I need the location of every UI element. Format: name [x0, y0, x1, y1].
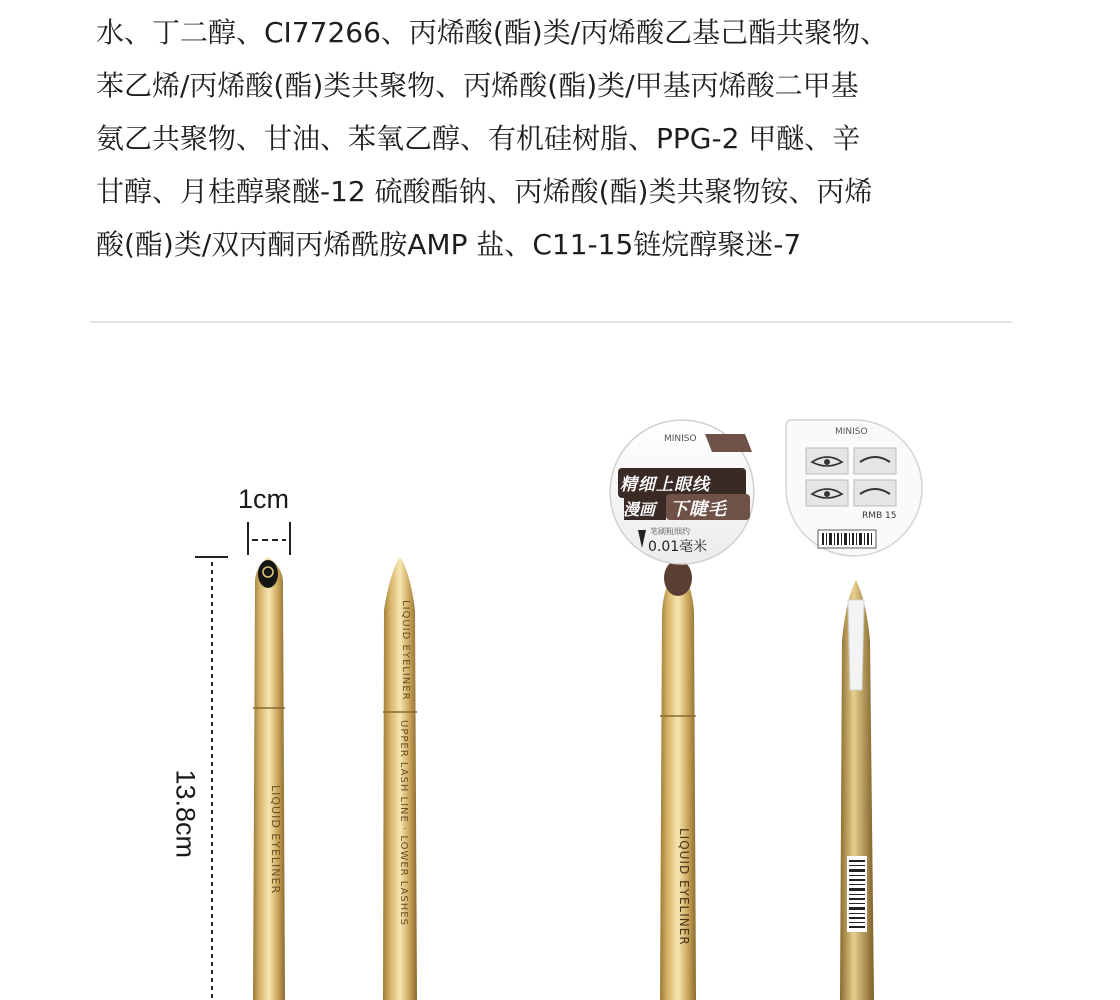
height-dimension-label: 13.8cm — [170, 769, 201, 859]
ingredients-line: 酸(酯)类/双丙酮丙烯酰胺AMP 盐、C11-15链烷醇聚迷-7 — [96, 228, 802, 261]
section-divider — [90, 321, 1012, 323]
pen-4 — [840, 580, 874, 1000]
svg-text:UPPER LASH LINE · LOWER LASHES: UPPER LASH LINE · LOWER LASHES — [398, 720, 409, 926]
front-tag-line2b: 下睫毛 — [670, 499, 727, 520]
front-tag-spec-caption: 笔刷粗细约 — [650, 527, 690, 536]
back-hang-tag — [786, 420, 922, 556]
ingredients-text — [96, 6, 1026, 271]
product-illustration — [0, 324, 1120, 1000]
product-image-area — [0, 324, 1120, 1000]
svg-text:LIQUID EYELINER: LIQUID EYELINER — [400, 600, 411, 701]
back-tag-price: RMB 15 — [862, 511, 897, 521]
pen-1 — [253, 557, 285, 1000]
svg-text:LIQUID EYELINER: LIQUID EYELINER — [677, 828, 691, 946]
front-tag-brand: MINISO — [664, 434, 697, 444]
ingredients-line: 水、丁二醇、CI77266、丙烯酸(酯)类/丙烯酸乙基己酯共聚物、 — [96, 16, 889, 49]
pen-2 — [383, 557, 417, 1000]
ingredients-line: 氨乙共聚物、甘油、苯氧乙醇、有机硅树脂、PPG-2 甲醚、辛 — [96, 122, 861, 155]
ingredients-line: 甘醇、月桂醇聚醚-12 硫酸酯钠、丙烯酸(酯)类共聚物铵、丙烯 — [96, 175, 873, 208]
barcode — [847, 856, 867, 932]
svg-text:LIQUID EYELINER: LIQUID EYELINER — [269, 785, 282, 895]
width-dimension-label: 1cm — [238, 484, 290, 514]
front-tag-spec-value: 0.01毫米 — [648, 539, 708, 555]
front-tag-line2a: 漫画 — [623, 500, 656, 519]
ingredients-line: 苯乙烯/丙烯酸(酯)类共聚物、丙烯酸(酯)类/甲基丙烯酸二甲基 — [96, 69, 859, 102]
pen-3 — [660, 560, 696, 1000]
back-tag-brand: MINISO — [835, 427, 868, 437]
front-tag-line1: 精细上眼线 — [620, 475, 710, 495]
